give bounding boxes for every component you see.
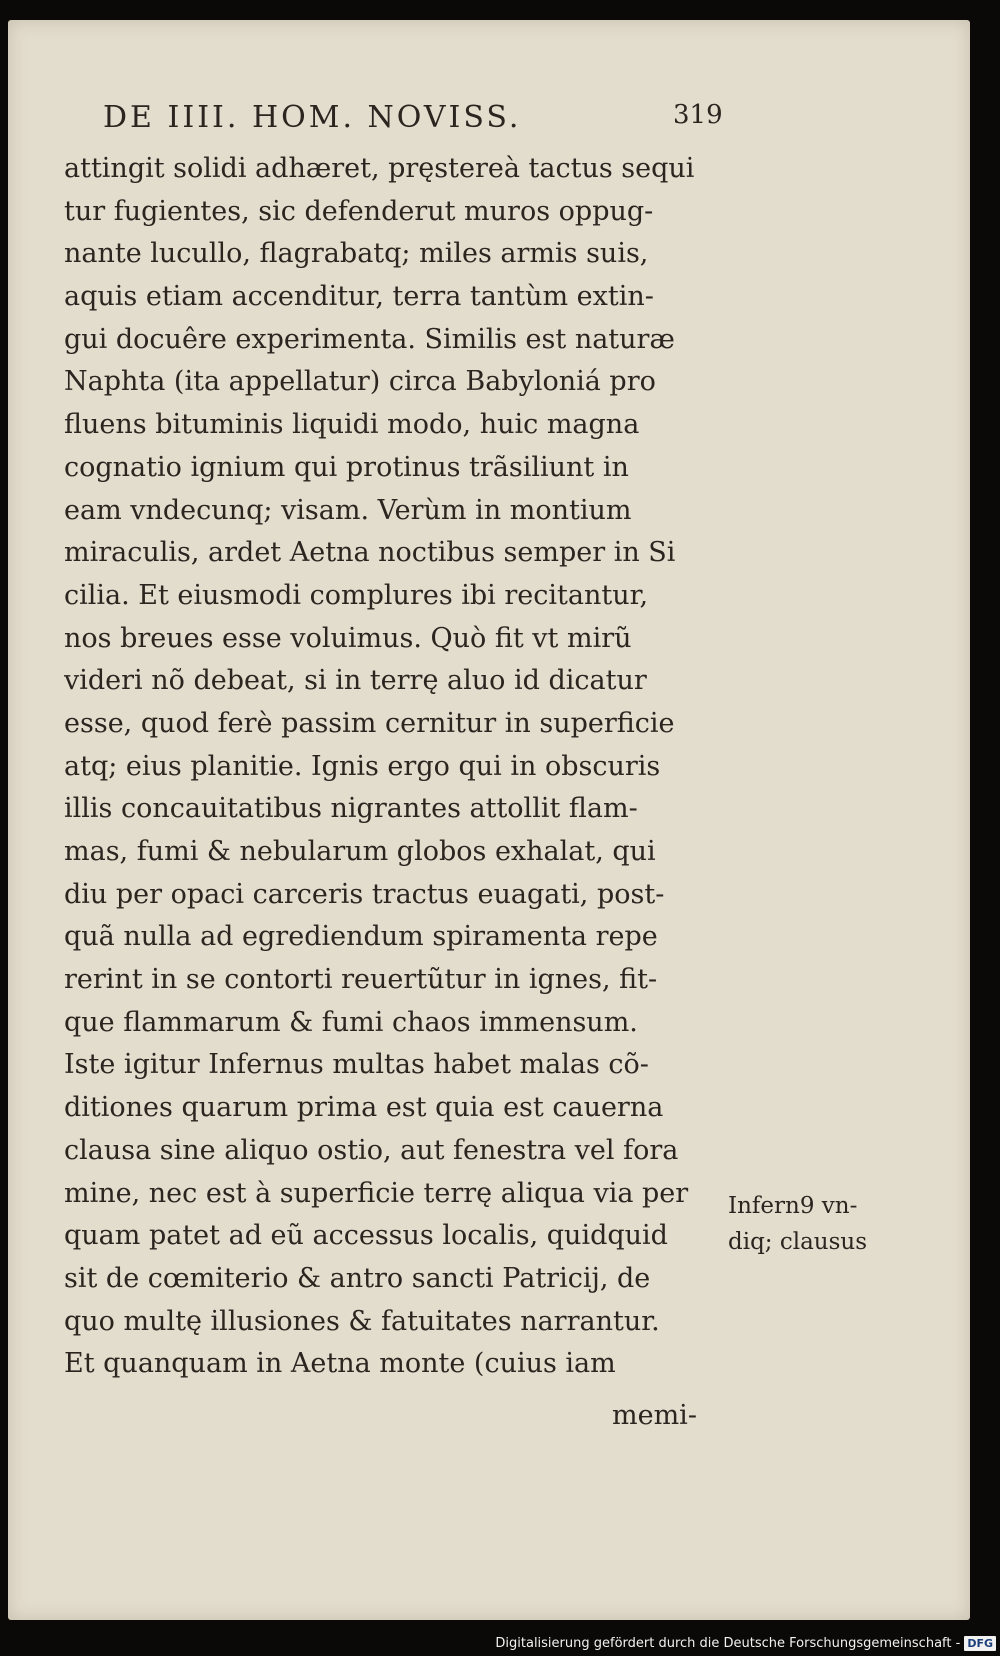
text-line: nos breues esse voluimus. Quò fit vt mirũ	[64, 622, 632, 654]
marginal-note	[728, 1188, 867, 1260]
text-line: rerint in se contorti reuertũtur in ignes, fit-	[64, 964, 658, 996]
catchword: memi-	[612, 1400, 697, 1431]
text-line: ditiones quarum prima est quia est cauerna	[64, 1092, 664, 1124]
digitization-credit	[495, 1632, 996, 1654]
text-line: cilia. Et eiusmodi complures ibi recitantur,	[64, 579, 649, 611]
text-line: Et quanquam in Aetna monte (cuius iam	[64, 1348, 616, 1380]
text-line: cognatio ignium qui protinus trãsiliunt in	[64, 451, 629, 483]
text-line: attingit solidi adhæret, pręstereà tactus sequi	[64, 153, 695, 184]
text-line: eam vndecunq; visam. Verùm in montium	[64, 494, 632, 526]
text-line: Iste igitur Infernus multas habet malas cõ-	[64, 1049, 649, 1081]
dfg-logo: DFG	[964, 1636, 996, 1651]
text-line: aquis etiam accenditur, terra tantùm extin-	[64, 281, 654, 313]
text-line: quam patet ad eũ accessus localis, quidquid	[64, 1220, 668, 1252]
text-line: nante lucullo, flagrabatq; miles armis suis,	[64, 238, 649, 270]
running-title: DE IIII. HOM. NOVISS.	[103, 100, 522, 135]
text-line: mine, nec est à superficie terrę aliqua via per	[64, 1177, 689, 1209]
marginal-note-line: diq; clausus	[728, 1229, 868, 1255]
text-line: sit de cœmiterio & antro sancti Patricij, de	[64, 1262, 651, 1294]
text-line: quã nulla ad egrediendum spiramenta repe	[64, 921, 658, 953]
text-line: tur fugientes, sic defenderut muros oppug-	[64, 195, 654, 227]
text-line: gui docuêre experimenta. Similis est naturæ	[64, 323, 675, 355]
text-line: miraculis, ardet Aetna noctibus semper in Si	[64, 537, 676, 569]
text-line: mas, fumi & nebularum globos exhalat, qui	[64, 836, 656, 867]
page-number: 319	[673, 100, 723, 130]
credit-text: Digitalisierung gefördert durch die Deutsche Forschungsgemeinschaft -	[495, 1635, 961, 1651]
text-line: diu per opaci carceris tractus euagati, post-	[64, 878, 665, 910]
text-line: que flammarum & fumi chaos immensum.	[64, 1006, 638, 1038]
page-header	[103, 100, 723, 146]
text-line: illis concauitatibus nigrantes attollit flam-	[64, 793, 638, 825]
marginal-note-line: Infern9 vn-	[728, 1193, 858, 1219]
body-text	[64, 148, 734, 1386]
text-line: atq; eius planitie. Ignis ergo qui in obscuris	[64, 750, 661, 782]
text-line: quo multę illusiones & fatuitates narrantur.	[64, 1305, 660, 1337]
text-line: fluens bituminis liquidi modo, huic magna	[64, 409, 640, 441]
text-line: clausa sine aliquo ostio, aut fenestra vel fora	[64, 1134, 679, 1166]
text-line: esse, quod ferè passim cernitur in superficie	[64, 707, 675, 739]
text-line: videri nõ debeat, si in terrę aluo id dicatur	[64, 665, 647, 697]
text-line: Naphta (ita appellatur) circa Babyloniá pro	[64, 366, 656, 398]
